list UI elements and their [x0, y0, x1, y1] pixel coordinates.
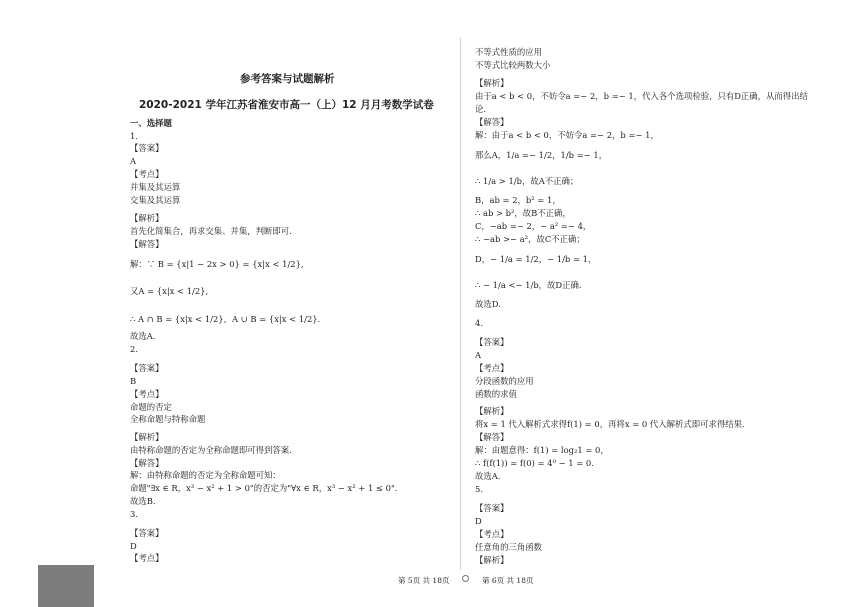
topic-item: 命题的否定: [130, 402, 172, 412]
topic-item: 不等式性质的应用: [475, 47, 542, 57]
solution-text: 命题"∃x ∈ R，x³ − x² + 1 > 0"的否定为"∀x ∈ R，x³ − x² + 1 ≤ 0".: [130, 483, 398, 493]
topic-item: 分段函数的应用: [475, 376, 534, 386]
analysis-heading: 【解析】: [475, 78, 509, 88]
answer-value: A: [130, 156, 137, 166]
analysis-text: 由于a < b < 0，不妨令a =− 2，b =− 1，代入各个选项检验，只有D正确，从而得出结: [475, 91, 808, 101]
solution-text: ∴ −ab >− a²，故C不正确；: [475, 234, 585, 244]
right-page: [460, 0, 860, 575]
answer-heading: 【答案】: [130, 143, 164, 153]
solution-text: ∴ f(f(1)) = f(0) = 4⁰ − 1 = 0.: [475, 458, 594, 468]
question-number: 4.: [475, 318, 483, 328]
answer-value: A: [475, 350, 482, 360]
analysis-heading: 【解析】: [475, 406, 509, 416]
topic-item: 任意角的三角函数: [475, 542, 542, 552]
solution-heading: 【解答】: [475, 432, 509, 442]
topic-heading: 【考点】: [475, 529, 509, 539]
topic-item: 交集及其运算: [130, 195, 181, 205]
solution-text: 解：由题意得：f(1) = log₂1 = 0，: [475, 445, 609, 455]
page-number-left: 第 5页 共 18页: [398, 576, 450, 585]
solution-heading: 【解答】: [130, 458, 164, 468]
answer-value: D: [475, 516, 482, 526]
topic-item: 全称命题与特称命题: [130, 414, 206, 424]
analysis-heading: 【解析】: [130, 432, 164, 442]
question-number: 2.: [130, 344, 138, 354]
solution-text: ∴ ab > b²，故B不正确，: [475, 208, 571, 218]
analysis-heading: 【解析】: [475, 555, 509, 565]
solution-text: 又A = {x|x < 1/2},: [130, 286, 209, 296]
topic-item: 并集及其运算: [130, 182, 181, 192]
answer-heading: 【答案】: [475, 503, 509, 513]
analysis-text: 将x = 1 代入解析式求得f(1) = 0，再将x = 0 代入解析式即可求得结果.: [475, 419, 745, 429]
analysis-text: 论.: [475, 104, 487, 114]
topic-item: 函数的求值: [475, 389, 517, 399]
page-number-right: 第 6页 共 18页: [482, 576, 534, 585]
solution-text: 解：由特称命题的否定为全称命题可知：: [130, 470, 281, 480]
question-number: 1.: [130, 131, 138, 141]
topic-item: 不等式比较两数大小: [475, 60, 551, 70]
solution-text: B，ab = 2，b² = 1，: [475, 195, 561, 205]
topic-heading: 【考点】: [130, 553, 164, 563]
solution-text: ∴ A ∩ B = {x|x < 1/2}，A ∪ B = {x|x < 1/2}.: [130, 314, 321, 324]
solution-text: C，−ab =− 2，− a² =− 4，: [475, 221, 592, 231]
solution-text: 那么A，1/a =− 1/2，1/b =− 1，: [475, 150, 608, 160]
answer-value: D: [130, 541, 137, 551]
conclusion-text: 故选A.: [475, 471, 501, 481]
solution-text: ∴ − 1/a <− 1/b，故D正确.: [475, 280, 582, 290]
solution-text: D，− 1/a = 1/2，− 1/b = 1，: [475, 254, 597, 264]
topic-heading: 【考点】: [130, 169, 164, 179]
analysis-text: 首先化简集合，再求交集、并集，判断即可.: [130, 226, 292, 236]
answer-value: B: [130, 376, 137, 386]
solution-text: 解：∵ B = {x|1 − 2x > 0} = {x|x < 1/2},: [130, 259, 304, 269]
question-number: 3.: [130, 509, 138, 519]
thumbnail-placeholder: [38, 565, 94, 607]
answer-heading: 【答案】: [130, 363, 164, 373]
answer-heading: 【答案】: [130, 528, 164, 538]
conclusion-text: 故选A.: [130, 331, 156, 341]
solution-text: ∴ 1/a > 1/b，故A不正确；: [475, 176, 579, 186]
analysis-heading: 【解析】: [130, 213, 164, 223]
conclusion-text: 故选D.: [475, 299, 501, 309]
section-heading: 一、选择题: [130, 118, 172, 128]
solution-heading: 【解答】: [130, 239, 164, 249]
conclusion-text: 故选B.: [130, 496, 156, 506]
circle-icon: [462, 575, 469, 582]
topic-heading: 【考点】: [475, 363, 509, 373]
solution-text: 解：由于a < b < 0，不妨令a =− 2，b =− 1，: [475, 130, 659, 140]
answer-heading: 【答案】: [475, 337, 509, 347]
topic-heading: 【考点】: [130, 389, 164, 399]
analysis-text: 由特称命题的否定为全称命题即可得到答案.: [130, 445, 292, 455]
solution-heading: 【解答】: [475, 117, 509, 127]
exam-title: 2020-2021 学年江苏省淮安市高一（上）12 月月考数学试卷: [139, 99, 434, 111]
document-title: 参考答案与试题解析: [240, 73, 335, 85]
question-number: 5.: [475, 484, 483, 494]
